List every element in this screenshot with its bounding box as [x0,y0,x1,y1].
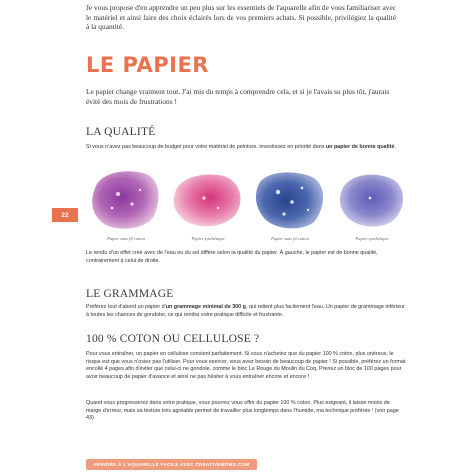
swatch-3 [252,168,328,246]
rendu-paragraph: Le rendu d'un effet créé avec de l'eau ou du sel diffère selon la qualité du papier. À gauche, le papier est de bonne qualité, contrairement à celui de droite. [86,250,378,264]
swatch-2 [170,168,246,246]
swatch-1 [88,168,164,246]
swatch-1-image [88,168,164,234]
swatch-4 [334,168,410,246]
coton-paragraph-2: Quand vous progresserez dans votre pratique, vous pourrez vous offrir du papier 100 % coton. Plus exigeant, il laisse moins de marge d'erreur, mais sa texture très agréable permet de travailler plus longtemps dans l'humide, ma technique préférée ! (voir page 43) [86,400,399,422]
swatch-3-caption: Papier sans fil cotton [271,236,309,241]
main-heading: LE PAPIER [86,53,209,77]
section-title-grammage: LE GRAMMAGE [86,288,174,300]
page-number: 22 [61,211,69,219]
section-title-coton: 100 % COTON OU CELLULOSE ? [86,333,260,345]
grammage-paragraph [86,304,406,319]
swatch-1-caption: Papier sans fil cotton [107,236,145,241]
qualite-text-bold: un papier de bonne qualité [325,144,395,150]
section-title-qualite: LA QUALITÉ [86,126,156,138]
page-number-tab [52,208,78,222]
qualite-text-before: Si vous n'avez pas beaucoup de budget pour votre matériel de peinture, investissez en priorité dans [86,144,326,150]
swatch-4-image [334,168,410,234]
footer-text: PEINDRE À L'AQUARELLE FACILE AVEC CREATIVEMOMS.COM [94,462,250,467]
swatch-4-caption: Papier synthétique [355,236,389,241]
grammage-text-bold: un grammage minimal de 300 g [165,304,246,310]
qualite-text-after: . [394,144,396,150]
watercolor-swatches [88,168,408,246]
grammage-text-before: Préférez tout d'abord un papier d' [86,304,166,310]
footer-banner [86,459,257,470]
swatch-2-caption: Papier synthétique [191,236,225,241]
swatch-2-image [170,168,246,234]
intro-paragraph: Je vous propose d'en apprendre un peu plus sur les essentiels de l'aquarelle afin de vous familiariser avec le matériel et ainsi faire des choix éclairés lors de vos premiers achats. Si possible, privilégiez la qualité à la quantité. [86,3,396,32]
lead-paragraph: Le papier change vraiment tout. J'ai mis du temps à comprendre cela, et si je l'avais su plus tôt, j'aurais évité des mois de frustrations ! [86,87,390,106]
qualite-paragraph [86,144,406,152]
grammage-text-after: , qui retient plus facilement l'eau. Un papier de grammage inférieur à toutes les chances de gondoler, ce qui rendra votre pratique difficile et frustrante. [86,304,405,318]
swatch-3-image [252,168,328,234]
coton-paragraph-1: Pour vous entraîner, un papier en cellulose convient parfaitement. Si vous n'achetez que du papier 100 % coton, plus onéreux, le risque est que vous n'osiez pas l'utiliser. Pour vous exercer, vous avez besoin de beaucoup de papier ! Si possible, préférez un format encollé 4 pages afin d'éviter que celui-ci ne gondole, comme le bloc Le Rouge du Moulin du Coq. Prenez un bloc de 100 pages pour avoir beaucoup de papier d'avance et ainsi ne pas hésiter à vous entraîner encore et encore ! [86,351,406,380]
